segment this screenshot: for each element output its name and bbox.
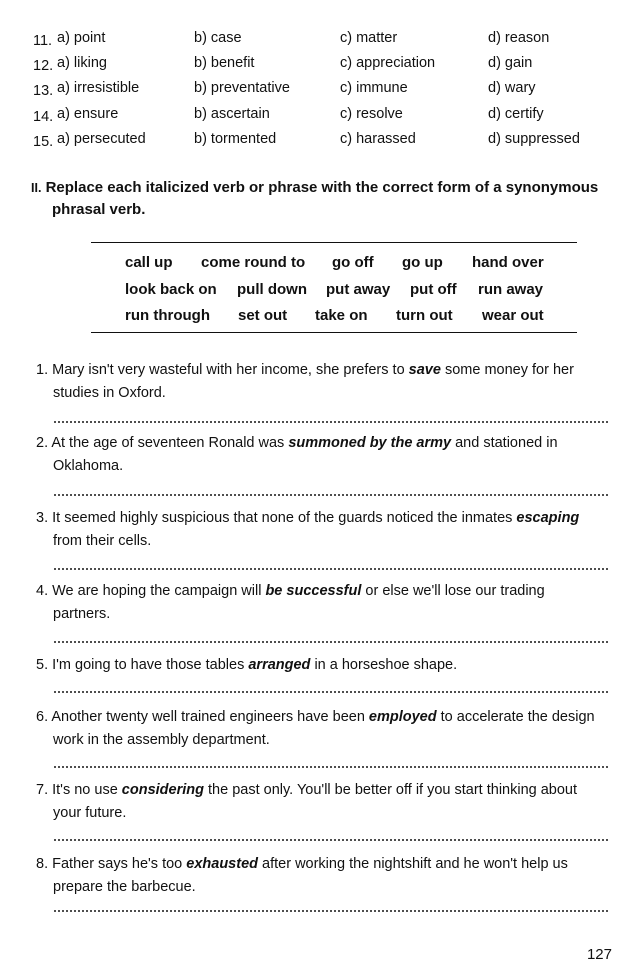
- word-box-item: run through: [125, 307, 210, 324]
- item-text: We are hoping the campaign will: [52, 583, 266, 599]
- exercise-item-6: [36, 706, 616, 752]
- word-box-bottom-rule: [91, 332, 577, 333]
- item-text: Father says he's too: [52, 856, 187, 872]
- option-a: a) ensure: [57, 106, 119, 122]
- item-number: 6.: [36, 709, 49, 725]
- option-c: c) appreciation: [340, 55, 436, 71]
- item-number: 3.: [36, 510, 49, 526]
- word-box-item: come round to: [201, 254, 306, 271]
- italicized-phrase: be successful: [265, 583, 362, 599]
- option-c: c) immune: [340, 80, 408, 96]
- item-text: It's no use: [52, 782, 122, 798]
- item-text: in a horseshoe shape.: [310, 657, 458, 673]
- question-number: 12.: [33, 58, 54, 74]
- item-text-continued: Oklahoma.: [53, 458, 124, 474]
- italicized-phrase: employed: [368, 709, 437, 725]
- item-number: 4.: [36, 583, 49, 599]
- word-box-item: pull down: [237, 281, 307, 298]
- section-instruction-line-1: Replace each italicized verb or phrase with the correct form of a synonymous: [45, 179, 599, 196]
- answer-line-5[interactable]: [53, 691, 608, 693]
- option-d: d) gain: [488, 55, 533, 71]
- item-text: I'm going to have those tables: [52, 657, 249, 673]
- item-text: the past only. You'll be better off if you start thinking about: [203, 782, 578, 798]
- exercise-item-3: [36, 507, 616, 553]
- choice-row-13: [0, 80, 638, 102]
- item-text-continued: from their cells.: [53, 533, 152, 549]
- italicized-phrase: arranged: [248, 657, 311, 673]
- word-box-item: set out: [238, 307, 288, 324]
- italicized-phrase: escaping: [516, 510, 580, 526]
- item-text: Mary isn't very wasteful with her income, she prefers to: [52, 362, 409, 378]
- choice-row-14: [0, 106, 638, 128]
- section-instruction-line-2: phrasal verb.: [52, 201, 146, 218]
- question-number: 14.: [33, 109, 54, 125]
- item-text: some money for her: [440, 362, 574, 378]
- exercise-item-5: [36, 654, 616, 677]
- answer-line-7[interactable]: [53, 839, 608, 841]
- option-b: b) preventative: [194, 80, 290, 96]
- item-number: 1.: [36, 362, 49, 378]
- italicized-phrase: exhausted: [186, 856, 258, 872]
- option-b: b) tormented: [194, 131, 277, 147]
- option-b: b) benefit: [194, 55, 255, 71]
- page-number: 127: [586, 946, 612, 963]
- word-box-item: wear out: [482, 307, 544, 324]
- item-text: It seemed highly suspicious that none of the guards noticed the inmates: [52, 510, 517, 526]
- item-text: after working the nightshift and he won't help us: [258, 856, 568, 872]
- option-d: d) wary: [488, 80, 536, 96]
- item-text: At the age of seventeen Ronald was: [51, 435, 289, 451]
- option-d: d) certify: [488, 106, 544, 122]
- word-box-item: put away: [326, 281, 391, 298]
- word-box-item: call up: [125, 254, 173, 271]
- word-box-item: take on: [315, 307, 368, 324]
- exercise-item-1: [36, 359, 616, 405]
- item-text-continued: your future.: [53, 805, 127, 821]
- choice-row-12: [0, 55, 638, 77]
- word-box-item: turn out: [396, 307, 453, 324]
- item-text: and stationed in: [451, 435, 558, 451]
- item-number: 5.: [36, 657, 49, 673]
- word-box-item: go off: [332, 254, 374, 271]
- exercise-item-8: [36, 853, 616, 899]
- answer-line-3[interactable]: [53, 568, 608, 570]
- answer-line-2[interactable]: [53, 494, 608, 496]
- word-box-item: put off: [410, 281, 457, 298]
- italicized-phrase: save: [408, 362, 441, 378]
- option-c: c) matter: [340, 30, 398, 46]
- item-text-continued: work in the assembly department.: [53, 732, 270, 748]
- option-a: a) persecuted: [57, 131, 146, 147]
- option-a: a) liking: [57, 55, 107, 71]
- section-number: II.: [31, 181, 42, 195]
- word-box-item: run away: [478, 281, 544, 298]
- choice-row-15: [0, 131, 638, 153]
- item-text: to accelerate the design: [436, 709, 595, 725]
- option-b: b) ascertain: [194, 106, 270, 122]
- word-box-top-rule: [91, 242, 577, 243]
- option-c: c) resolve: [340, 106, 403, 122]
- item-number: 7.: [36, 782, 49, 798]
- question-number: 15.: [33, 134, 54, 150]
- exercise-item-7: [36, 779, 616, 825]
- item-number: 8.: [36, 856, 49, 872]
- option-d: d) suppressed: [488, 131, 580, 147]
- answer-line-8[interactable]: [53, 910, 608, 912]
- italicized-phrase: considering: [121, 782, 204, 798]
- item-text-continued: prepare the barbecue.: [53, 879, 196, 895]
- question-number: 11.: [33, 33, 53, 49]
- question-number: 13.: [33, 83, 54, 99]
- item-text-continued: studies in Oxford.: [53, 385, 166, 401]
- word-box-item: look back on: [125, 281, 217, 298]
- section-heading: [31, 177, 621, 221]
- option-a: a) point: [57, 30, 106, 46]
- item-text: Another twenty well trained engineers have been: [51, 709, 369, 725]
- exercise-item-2: [36, 432, 616, 478]
- item-number: 2.: [36, 435, 49, 451]
- answer-line-6[interactable]: [53, 766, 608, 768]
- option-a: a) irresistible: [57, 80, 140, 96]
- answer-line-4[interactable]: [53, 641, 608, 643]
- choice-row-11: [0, 30, 638, 52]
- option-d: d) reason: [488, 30, 550, 46]
- answer-line-1[interactable]: [53, 421, 608, 423]
- exercise-item-4: [36, 580, 616, 626]
- item-text: or else we'll lose our trading: [361, 583, 545, 599]
- item-text-continued: partners.: [53, 606, 111, 622]
- option-c: c) harassed: [340, 131, 416, 147]
- word-box-item: hand over: [472, 254, 544, 271]
- italicized-phrase: summoned by the army: [288, 435, 452, 451]
- word-box-item: go up: [402, 254, 443, 271]
- option-b: b) case: [194, 30, 242, 46]
